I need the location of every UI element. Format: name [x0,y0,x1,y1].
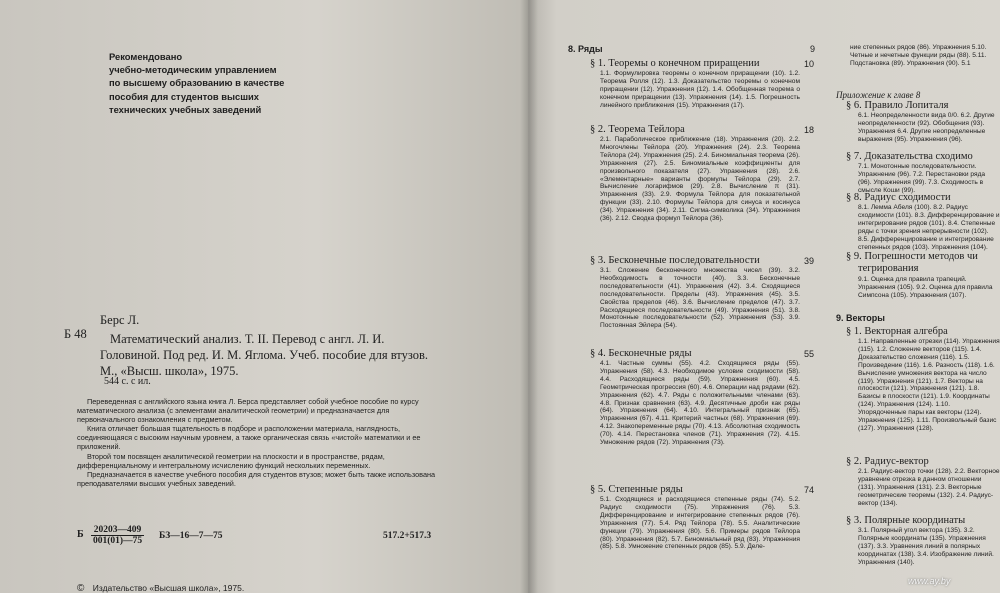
order-numerator: 20203—409 [91,525,144,536]
vector-section-1-title: § 1. Векторная алгебра [846,326,948,337]
annotation-paragraph: Второй том посвящен аналитической геометрии на плоскости и в пространстве, рядам, дифференциальному и интегральному исчислению функций нескольких переменных. [77,451,385,470]
continuation-text: ние степенных рядов (86). Упражнения 5.10. Четные и нечетные функции ряды (88). 5.11. Подстановка (89). Упражнения (90). 5.1 [850,44,987,67]
order-denominator: 001(01)—75 [93,536,143,546]
section-6-title: § 6. Правило Лопиталя [846,100,949,111]
order-letter: Б [77,529,84,540]
section-9-title: § 9. Погрешности методов чи [846,251,978,262]
recommendation-line: Рекомендовано [109,51,183,62]
vector-section-1-body: 1.1. Направленные отрезки (114). Упражнения (115). 1.2. Сложение векторов (115). 1.4. Доказательство сложения (116). 1.5. Произведение (116). 1.6. Разность (118). 1.6. Вычисление умножения вектора на число (119). Упражнения (121). 1.7. Векторы на плоскости (121). Упражнения (121). 1.8. Базисы в плоскости (121). 1.9. Координаты (124). Упражнения (124). 1.10. Упорядоченные пары как векторы (124). Упражнения (125). 1.11. Произвольный базис (127). Упражнения (128). [858,338,1000,432]
order-code-block [77,525,437,565]
vector-section-3-body: 3.1. Полярный угол вектора (135). 3.2. Полярные координаты (135). Упражнения (137). 3.3. Уравнения линий в полярных координатах (138). 3.4. Изображение линий. Упражнения (140). [858,527,994,566]
copyright-line [77,583,244,593]
appendix-title: Приложение к главе 8 [836,90,921,100]
recommendation-line: учебно-методическим управлением [109,64,277,76]
section-3-title: § 3. Бесконечные последовательности [590,255,760,266]
section-1-page: 10 [804,59,815,69]
section-8-title: § 8. Радиус сходимости [846,192,951,203]
section-2-title: § 2. Теорема Тейлора [590,124,685,135]
section-4-page: 55 [804,349,815,359]
section-7-body: 7.1. Монотонные последовательности. Упражнение (96). 7.2. Перестановки ряда (96). Упражнения (99). 7.3. Сходимость в смысле Коши (99). [858,163,986,194]
book-gutter [520,0,538,593]
order-fraction [91,525,144,546]
order-bz-code: БЗ—16—7—75 [159,531,223,541]
right-page [528,0,1000,593]
recommendation-line: по высшему образованию в качестве [109,77,285,89]
class-code: Б 48 [64,327,87,341]
section-5-page: 74 [804,485,815,495]
section-2-body: 2.1. Параболическое приближение (18). Упражнения (20). 2.2. Многочлены Тейлора (20). Упражнения (24). 2.3. Теорема Тейлора (24). Упражнения (25). 2.4. Биномиальная теорема (26). Упражнения (27). 2.5. Биномиальные коэффициенты для произвольного показателя (27). Упражнения (28). 2.6. «Элементарные» варианты формулы Тейлора (29). 2.7. Вычисление логарифмов (29). 2.8. Вычисление π (31). Упражнения (33). 2.9. Формула Тейлора для показательной функции (33). 2.10. Формулы Тейлора для синуса и косинуса (34). Упражнения (34). 2.11. Сигма-символика (34). Упражнения (36). 2.12. Сводка формул Тейлора (36). [600,136,800,223]
section-1-title: § 1. Теоремы о конечном приращении [590,58,760,69]
section-1-body: 1.1. Формулировка теоремы о конечном приращении (10). 1.2. Теорема Ролля (12). 1.3. Доказательство теоремы о конечном приращении (12). Упражнения (12). 1.4. Обобщенная теорема о конечном приращении (13). Упражнения (14). 1.5. Погрешность линейного приближения (15). Упражнения (17). [600,70,800,109]
section-9-body: 9.1. Оценка для правила трапеций. Упражнения (105). 9.2. Оценка для правила Симпсона (105). Упражнения (107). [858,276,993,299]
copyright-icon: © [77,583,85,593]
section-5-title: § 5. Степенные ряды [590,484,683,495]
section-3-body: 3.1. Сложение бесконечного множества чисел (39). 3.2. Необходимость в точности (40). 3.3. Бесконечные последовательности (41). Упражнения (42). 3.4. Сходящиеся последовательности. Пределы (43). Упражнения (45). 3.5. Свойства пределов (46). 3.6. Вычисление пределов (47). 3.7. Расходящиеся последовательности (49). Упражнения (51). 3.8. Монотонные последовательности (52). Упражнения (53). 3.9. Постоянная Эйлера (54). [600,267,800,330]
annotation-paragraph: Переведенная с английского языка книга Л. Берса представляет собой учебное пособие по курсу математического анализа (с элементами аналитической геометрии) и предназначается для первоначального ознакомления с предметом. [77,397,419,425]
section-6-body: 6.1. Неопределенности вида 0/0. 6.2. Другие неопределенности (92). Обобщения (93). Упражнения 6.4. Другие неопределенные выражения (95). Упражнения (96). [858,112,995,143]
section-7-title: § 7. Доказательства сходимо [846,151,973,162]
section-9-title-cont: тегрирования [858,263,919,274]
udc-code: 517.2+517.3 [383,531,432,541]
chapter-8-title: 8. Ряды [568,44,603,54]
watermark: www.ay.by [908,576,951,586]
annotation-paragraph: Предназначается в качестве учебного пособия для студентов втузов; может быть также использована преподавателями высших учебных заведений. [77,469,436,488]
vector-section-2-title: § 2. Радиус-вектор [846,456,929,467]
section-2-page: 18 [804,125,815,135]
section-5-body: 5.1. Сходящиеся и расходящиеся степенные ряды (74). 5.2. Радиус сходимости (75). Упражнения (76). 5.3. Дифференцирование и интегрирование степенных рядов (76). Упражнения (77). 5.4. Ряд Тейлора (78). 5.5. Аналитические функции (79). Упражнения (80). 5.6. Примеры рядов Тейлора (80). Упражнения (82). 5.7. Биномиальный ряд (83). Упражнения (85). 5.8. Умножение степенных рядов (85). 5.9. Деле- [600,496,800,551]
chapter-8-page: 9 [810,44,816,54]
annotation [77,397,447,488]
copyright-text: Издательство «Высшая школа», 1975. [92,583,245,593]
section-3-page: 39 [804,256,815,266]
chapter-9-title: 9. Векторы [836,313,885,323]
recommendation-line: пособия для студентов высших [109,90,259,102]
section-4-title: § 4. Бесконечные ряды [590,348,692,359]
author-name: Берс Л. [100,313,140,327]
section-8-body: 8.1. Лемма Абеля (100). 8.2. Радиус сходимости (101). 8.3. Дифференцирование и интегрирование рядов (101). 8.4. Степенные ряды с точки зрения непрерывности (102). 8.5. Дифференцирование и интегрирование степенных рядов (103). Упражнения (104). [858,204,1000,251]
annotation-paragraph: Книга отличает большая тщательность в подборе и расположении материала, наглядность, соединяющаяся с высоким научным уровнем, а также органическая связь «чистой» математики и ее приложений. [77,424,421,452]
recommendation-line: технических учебных заведений [109,103,262,115]
book-description: Математический анализ. Т. II. Перевод с англ. Л. И. Головиной. Под ред. И. М. Яглома. Учеб. пособие для втузов. М., «Высш. школа», 1975. [100,332,428,378]
recommendation-block [109,50,309,116]
section-4-body: 4.1. Частные суммы (55). 4.2. Сходящиеся ряды (55). Упражнения (58). 4.3. Необходимое условие сходимости (58). 4.4. Расходящиеся ряды (59). Упражнения (60). 4.5. Геометрическая прогрессия (60). 4.6. Операции над рядами (62). Упражнения (62). 4.7. Ряды с положительными членами (63). 4.8. Признак сравнения (63). 4.9. Десятичные дроби как ряды (64). Упражнения (64). 4.10. Интегральный признак (65). Упражнения (67). 4.11. Критерий частных (68). Упражнения (69). 4.12. Знакопеременные ряды (70). 4.13. Абсолютная сходимость (70). 4.14. Перестановка членов (71). Упражнения (72). 4.15. Умножение рядов (72). Упражнения (73). [600,360,800,447]
vector-section-2-body: 2.1. Радиус-вектор точки (128). 2.2. Векторное уравнение отрезка в данном отношении (131). Упражнения (131). 2.3. Векторные геометрические теоремы (132). 2.4. Радиус-вектор (134). [858,468,1000,507]
vector-section-3-title: § 3. Полярные координаты [846,515,966,526]
page-count: 544 с. с ил. [104,376,151,387]
